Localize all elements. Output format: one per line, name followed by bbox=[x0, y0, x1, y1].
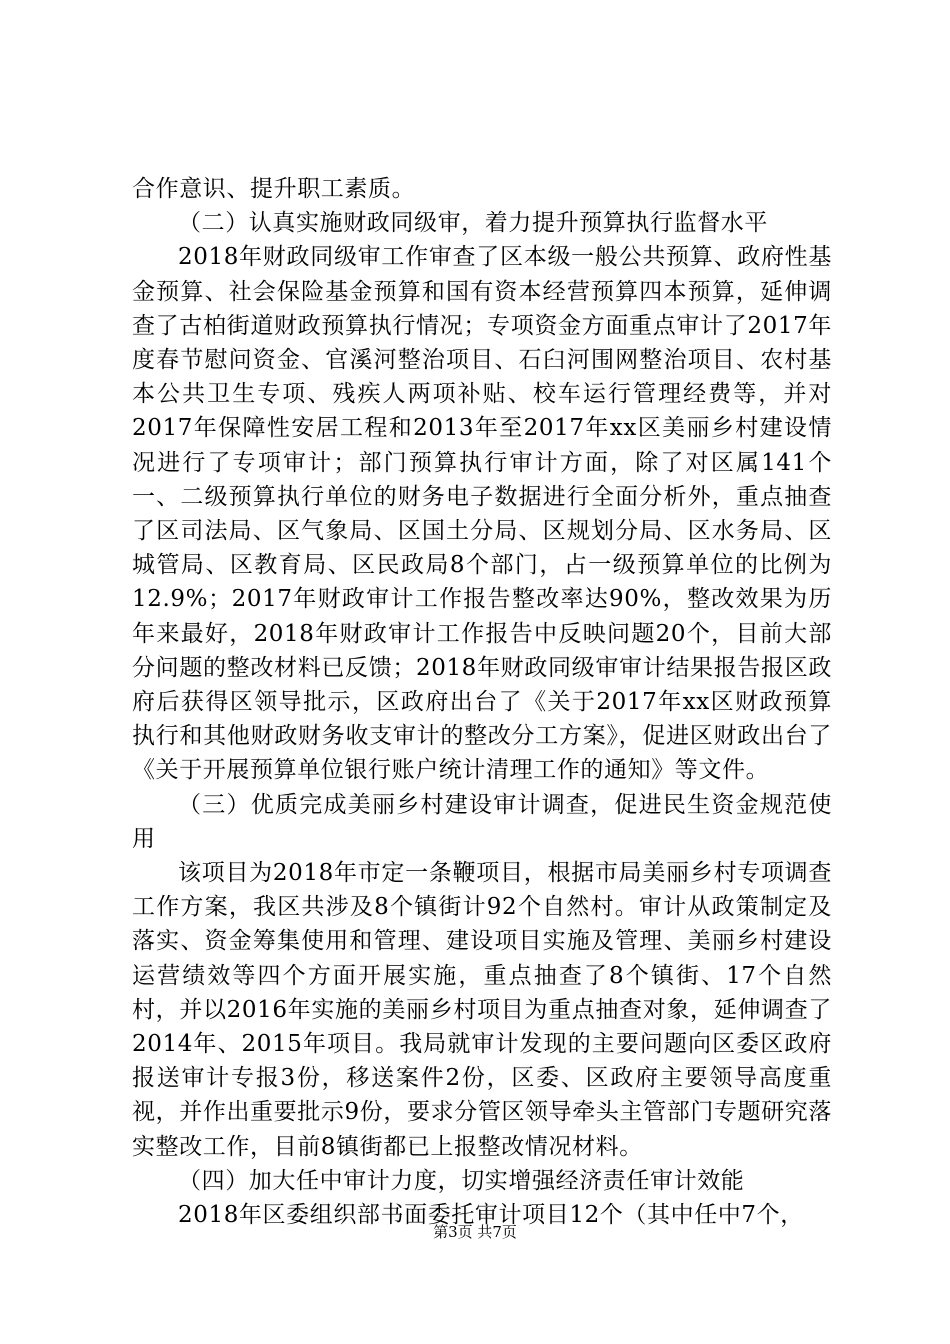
section-heading-3: （三）优质完成美丽乡村建设审计调查，促进民生资金规范使用 bbox=[132, 791, 832, 852]
paragraph-rural-audit: 该项目为2018年市定一条鞭项目，根据市局美丽乡村专项调查工作方案，我区共涉及8个镇街计92个自然村。审计从政策制定及落实、资金筹集使用和管理、建设项目实施及管理、美丽乡村建设运营绩效等四个方面开展实施，重点抽查了8个镇街、17个自然村，并以2016年实施的美丽乡村项目为重点抽查对象，延伸调查了2014年、2015年项目。我局就审计发现的主要问题向区委区政府报送审计专报3份，移送案件2份，区委、区政府主要领导高度重视，并作出重要批示9份，要求分管区领导牵头主管部门专题研究落实整改工作，目前8镇街都已上报整改情况材料。 bbox=[132, 860, 832, 1160]
paragraph-continuation: 合作意识、提升职工素质。 bbox=[132, 176, 416, 202]
section-heading-4: （四）加大任中审计力度，切实增强经济责任审计效能 bbox=[178, 1167, 745, 1194]
section-heading-2: （二）认真实施财政同级审，着力提升预算执行监督水平 bbox=[178, 210, 768, 237]
paragraph-fiscal-audit: 2018年财政同级审工作审查了区本级一般公共预算、政府性基金预算、社会保险基金预算和国有资本经营预算四本预算，延伸调查了古柏街道财政预算执行情况；专项资金方面重点审计了2017年度春节慰问资金、官溪河整治项目、石臼河围网整治项目、农村基本公共卫生专项、残疾人两项补贴、校车运行管理经费等，并对2017年保障性安居工程和2013年至2017年xx区美丽乡村建设情况进行了专项审计；部门预算执行审计方面，除了对区属141个一、二级预算执行单位的财务电子数据进行全面分析外，重点抽查了区司法局、区气象局、区国土分局、区规划分局、区水务局、区城管局、区教育局、区民政局8个部门，占一级预算单位的比例为12.9%；2017年财政审计工作报告整改率达90%，整改效果为历年来最好，2018年财政审计工作报告中反映问题20个，目前大部分问题的整改材料已反馈；2018年财政同级审审计结果报告报区政府后获得区领导批示，区政府出台了《关于2017年xx区财政预算执行和其他财政财务收支审计的整改分工方案》，促进区财政出台了《关于开展预算单位银行账户统计清理工作的通知》等文件。 bbox=[132, 244, 832, 784]
paragraph-tenure-audit: 2018年区委组织部书面委托审计项目12个（其中任中7个， bbox=[178, 1202, 804, 1229]
document-body bbox=[132, 172, 832, 1232]
page-number: 第3页 共7页 bbox=[433, 1223, 517, 1241]
